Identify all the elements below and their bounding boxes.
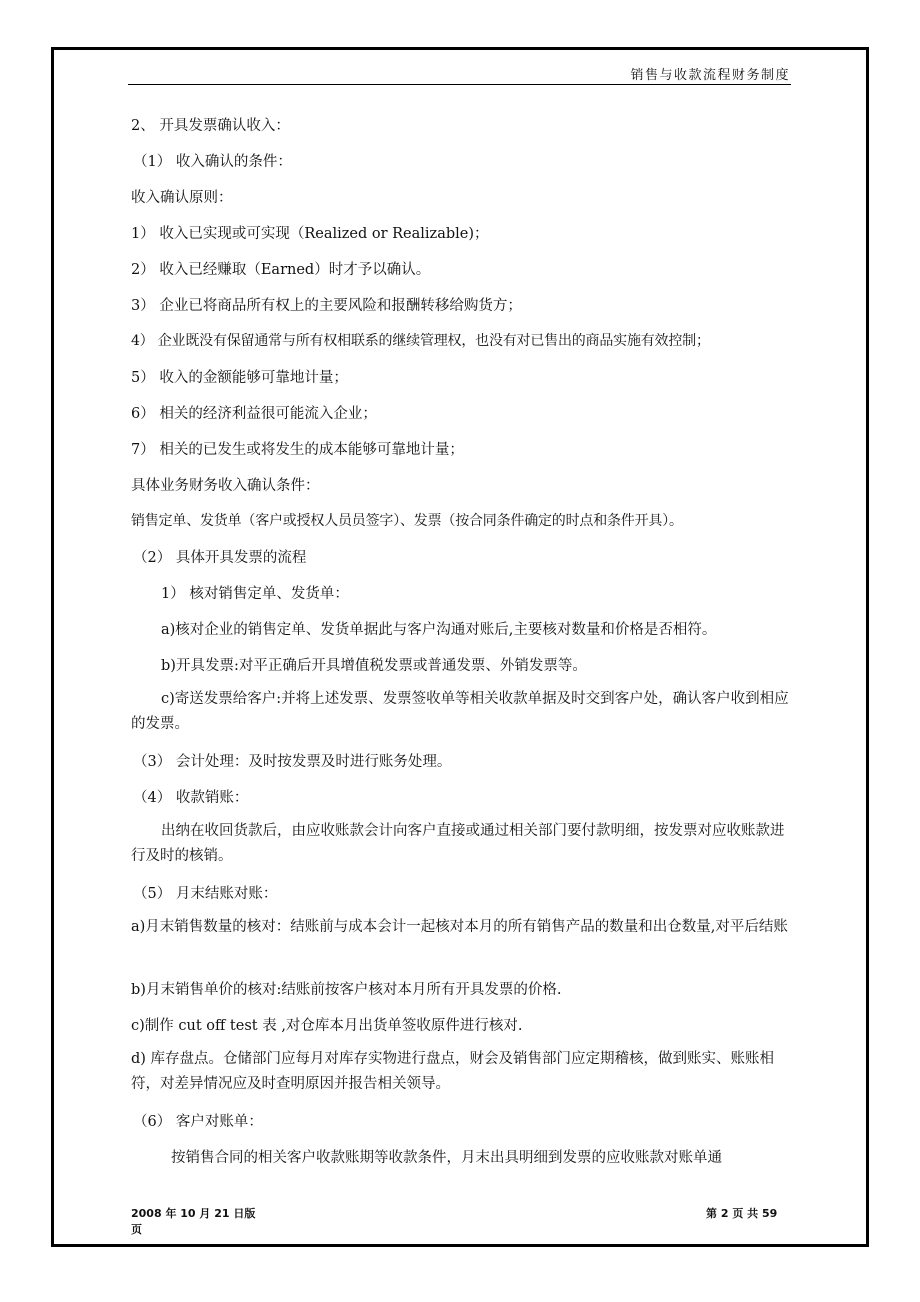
- document-title: 销售与收款流程财务制度: [630, 68, 790, 83]
- paragraph: 具体业务财务收入确认条件：: [131, 478, 320, 494]
- subsection-heading: （2） 具体开具发票的流程: [133, 550, 307, 566]
- list-item: 1） 核对销售定单、发货单：: [161, 586, 349, 602]
- list-item: 7） 相关的已发生或将发生的成本能够可靠地计量；: [131, 442, 464, 458]
- list-item: a)核对企业的销售定单、发货单据此与客户沟通对账后,主要核对数量和价格是否相符。: [161, 622, 717, 638]
- subsection-heading: （6） 客户对账单：: [133, 1114, 263, 1130]
- subsection-heading: （5） 月末结账对账：: [133, 886, 278, 902]
- paragraph: 按销售合同的相关客户收款账期等收款条件，月末出具明细到发票的应收账款对账单通: [171, 1150, 722, 1166]
- header-rule: [128, 84, 791, 85]
- list-item: 6） 相关的经济利益很可能流入企业；: [131, 406, 377, 422]
- list-item: 1） 收入已实现或可实现（Realized or Realizable)；: [131, 226, 489, 242]
- list-item: 4） 企业既没有保留通常与所有权相联系的继续管理权，也没有对已售出的商品实施有效控制；: [131, 333, 710, 349]
- paragraph: b)月末销售单价的核对:结账前按客户核对本月所有开具发票的价格.: [131, 982, 562, 998]
- paragraph: 出纳在收回货款后，由应收账款会计向客户直接或通过相关部门要付款明细，按发票对应收账款进行及时的核销。: [131, 823, 785, 864]
- list-item: c)寄送发票给客户:并将上述发票、发票签收单等相关收款单据及时交到客户处，确认客户收到相应的发票。: [131, 691, 789, 732]
- subsection-heading: （4） 收款销账：: [133, 790, 249, 806]
- list-item: 2） 收入已经赚取（Earned）时才予以确认。: [131, 262, 431, 278]
- paragraph: c)制作 cut off test 表 ,对仓库本月出货单签收原件进行核对.: [131, 1018, 523, 1034]
- footer-page-number: 第 2 页 共 59: [706, 1207, 778, 1220]
- subsection-heading: （1） 收入确认的条件：: [133, 154, 292, 170]
- section-heading: 2、 开具发票确认收入：: [131, 118, 290, 134]
- paragraph: 收入确认原则：: [131, 190, 233, 206]
- list-item: 3） 企业已将商品所有权上的主要风险和报酬转移给购货方；: [131, 298, 522, 314]
- paragraph: 销售定单、发货单（客户或授权人员员签字）、发票（按合同条件确定的时点和条件开具）。: [131, 513, 683, 529]
- paragraph: a)月末销售数量的核对：结账前与成本会计一起核对本月的所有销售产品的数量和出仓数量,对平后结账: [131, 919, 788, 935]
- footer-date-continued: 页: [131, 1223, 142, 1236]
- list-item: b)开具发票:对平正确后开具增值税发票或普通发票、外销发票等。: [161, 658, 587, 674]
- paragraph: d) 库存盘点。仓储部门应每月对库存实物进行盘点，财会及销售部门应定期稽核，做到账实、账账相符，对差异情况应及时查明原因并报告相关领导。: [131, 1051, 775, 1092]
- subsection-heading: （3） 会计处理：及时按发票及时进行账务处理。: [133, 754, 452, 770]
- list-item: 5） 收入的金额能够可靠地计量；: [131, 370, 348, 386]
- footer-date: 2008 年 10 月 21 日版: [131, 1207, 256, 1220]
